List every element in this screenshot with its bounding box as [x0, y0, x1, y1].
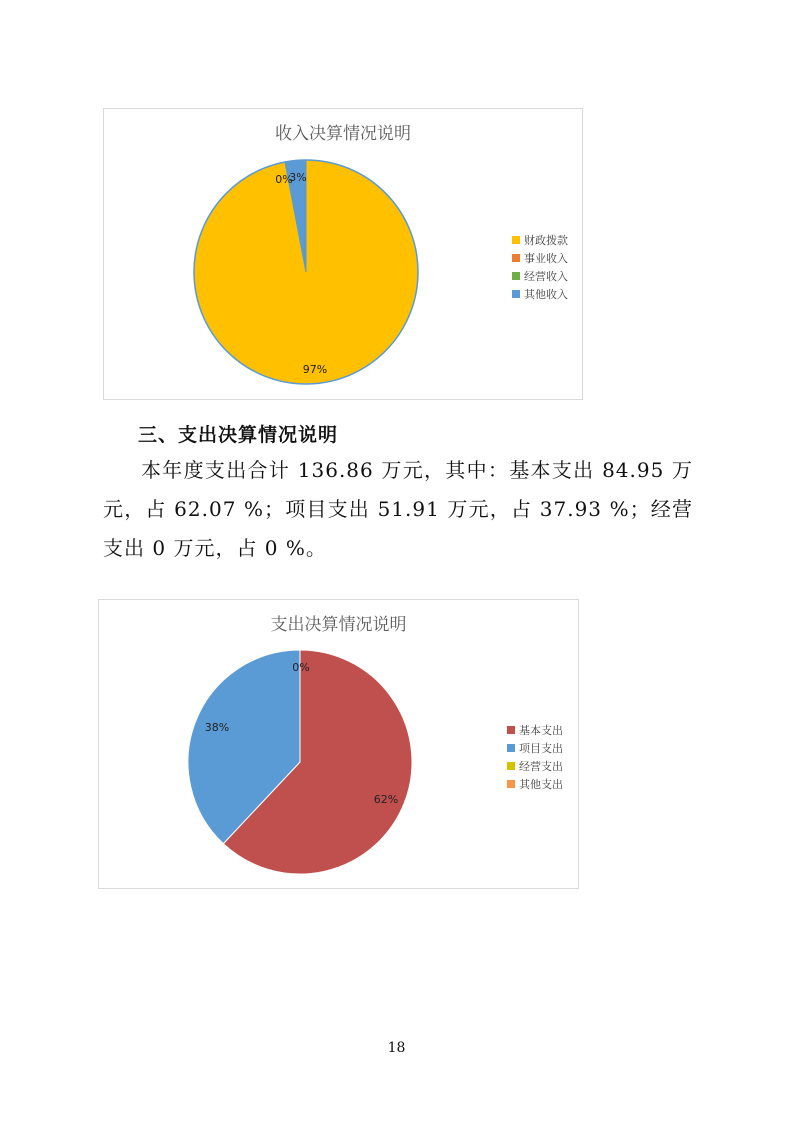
legend-swatch	[507, 762, 515, 770]
legend-item	[507, 757, 563, 775]
legend-item	[512, 249, 568, 267]
legend-item	[512, 231, 568, 249]
data-label: 38%	[204, 721, 230, 734]
chart-title: 收入决算情况说明	[275, 124, 411, 144]
legend-swatch	[512, 272, 520, 280]
legend-item	[507, 775, 563, 793]
legend-item	[512, 267, 568, 285]
legend-item	[512, 285, 568, 303]
chart-title: 支出决算情况说明	[270, 615, 407, 635]
legend-swatch	[507, 726, 515, 734]
legend-swatch	[512, 236, 520, 244]
page-number: 18	[387, 1040, 406, 1056]
legend-item	[507, 721, 563, 739]
data-label: 0%	[292, 661, 310, 674]
legend-label: 基本支出	[519, 724, 563, 737]
expenditure-chart	[98, 599, 579, 889]
expenditure-paragraph: 本年度支出合计 136.86 万元，其中：基本支出 84.95 万元，占 62.07 %；项目支出 51.91 万元，占 37.93 %；经营支出 0 万元，占 0 %。	[103, 458, 693, 560]
legend-swatch	[512, 290, 520, 298]
legend-label: 经营收入	[524, 270, 568, 283]
legend-swatch	[507, 780, 515, 788]
section-heading: 三、支出决算情况说明	[138, 424, 339, 446]
legend-label: 其他支出	[519, 778, 563, 791]
legend-swatch	[512, 254, 520, 262]
data-label: 3%	[289, 171, 307, 184]
data-label: 97%	[302, 363, 328, 376]
income-chart	[103, 108, 583, 400]
legend-label: 项目支出	[519, 742, 563, 755]
legend-swatch	[507, 744, 515, 752]
data-label: 62%	[373, 793, 399, 806]
legend-item	[507, 739, 563, 757]
legend-label: 经营支出	[519, 760, 563, 773]
expenditure-legend	[507, 721, 563, 793]
legend-label: 事业收入	[524, 252, 568, 265]
data-label: 0%	[275, 173, 293, 186]
income-legend	[512, 231, 568, 303]
legend-label: 财政拨款	[524, 234, 568, 247]
legend-label: 其他收入	[524, 288, 568, 301]
